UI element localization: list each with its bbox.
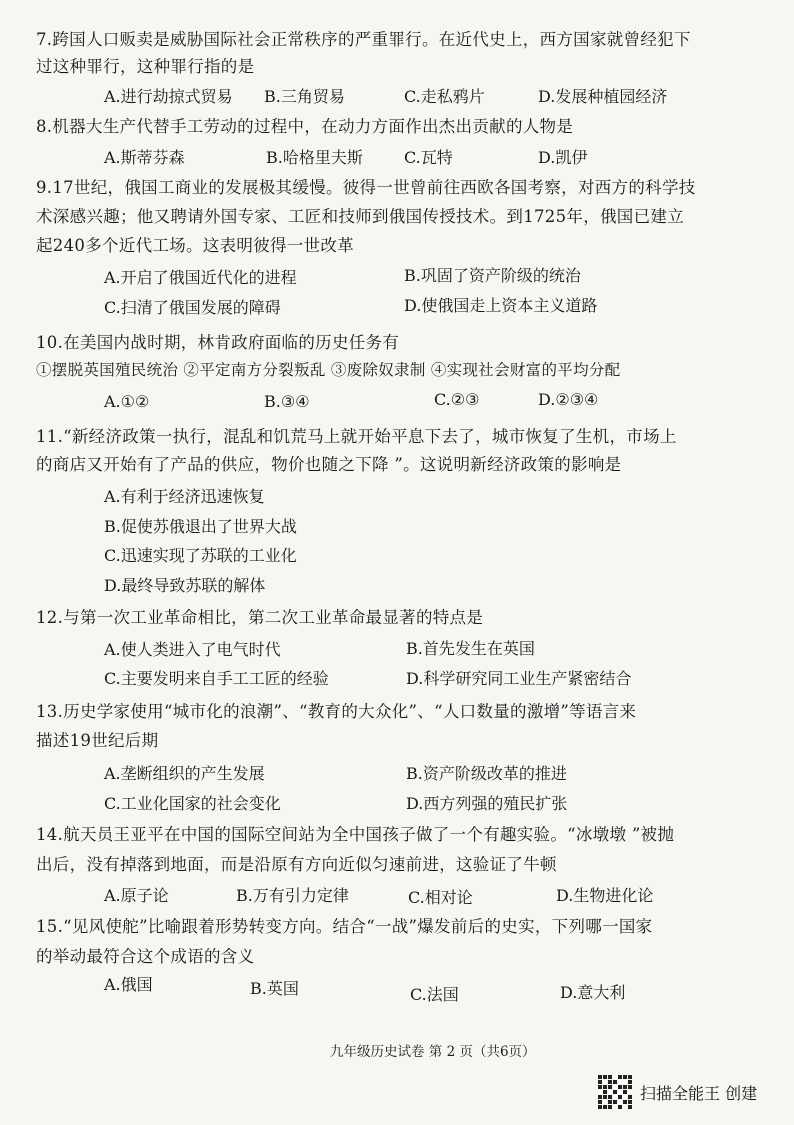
q10-stem-line-1: 10.在美国内战时期，林肯政府面临的历史任务有 — [36, 333, 400, 352]
q8-option-a: A.斯蒂芬森 — [104, 148, 185, 167]
q9-stem-line-2: 术深感兴趣；他又聘请外国专家、工匠和技师到俄国传授技术。到1725年，俄国已建立 — [36, 207, 684, 226]
q9-option-d: D.使俄国走上资本主义道路 — [404, 296, 598, 315]
q11-option-a: A.有利于经济迅速恢复 — [104, 487, 265, 506]
page-footer: 九年级历史试卷 第 2 页（共6页） — [330, 1044, 536, 1060]
q13-option-d: D.西方列强的殖民扩张 — [406, 794, 568, 813]
q14-option-c: C.相对论 — [408, 888, 473, 907]
q9-option-c: C.扫清了俄国发展的障碍 — [104, 298, 281, 317]
q9-stem-line-3: 起240多个近代工场。这表明彼得一世改革 — [36, 236, 354, 255]
q7-option-b: B.三角贸易 — [264, 87, 345, 106]
q10-stem-line-2: ①摆脱英国殖民统治 ②平定南方分裂叛乱 ③废除奴隶制 ④实现社会财富的平均分配 — [36, 361, 621, 379]
q10-option-d: D.②③④ — [538, 390, 599, 409]
q12-stem-line-1: 12.与第一次工业革命相比，第二次工业革命最显著的特点是 — [36, 608, 484, 627]
q9-option-b: B.巩固了资产阶级的统治 — [404, 266, 581, 285]
q13-option-a: A.垄断组织的产生发展 — [104, 764, 265, 783]
q11-stem-line-1: 11.“新经济政策一执行，混乱和饥荒马上就开始平息下去了，城市恢复了生机，市场上 — [36, 427, 677, 446]
q8-stem-line-1: 8.机器大生产代替手工劳动的过程中，在动力方面作出杰出贡献的人物是 — [36, 117, 574, 136]
q14-option-a: A.原子论 — [104, 886, 169, 905]
q11-stem-line-2: 的商店又开始有了产品的供应，物价也随之下降 ”。这说明新经济政策的影响是 — [36, 455, 622, 474]
q7-option-c: C.走私鸦片 — [404, 87, 485, 106]
q8-option-c: C.瓦特 — [404, 148, 453, 167]
q12-option-c: C.主要发明来自手工工匠的经验 — [104, 669, 329, 688]
q10-option-b: B.③④ — [264, 392, 310, 411]
q11-option-c: C.迅速实现了苏联的工业化 — [104, 546, 297, 565]
q11-option-d: D.最终导致苏联的解体 — [104, 576, 266, 595]
q12-option-d: D.科学研究同工业生产紧密结合 — [406, 669, 632, 688]
q7-stem-line-1: 7.跨国人口贩卖是威胁国际社会正常秩序的严重罪行。在近代史上，西方国家就曾经犯下 — [36, 30, 691, 49]
q13-stem-line-2: 描述19世纪后期 — [36, 731, 159, 750]
q14-option-b: B.万有引力定律 — [236, 886, 349, 905]
q15-option-a: A.俄国 — [104, 975, 153, 994]
q8-option-b: B.哈格里夫斯 — [266, 148, 363, 167]
q15-stem-line-1: 15.“见风使舵”比喻跟着形势转变方向。结合“一战”爆发前后的史实，下列哪一国家 — [36, 917, 653, 936]
q14-stem-line-1: 14.航天员王亚平在中国的国际空间站为全中国孩子做了一个有趣实验。“冰墩墩 ”被抛 — [36, 825, 675, 844]
q7-option-a: A.进行劫掠式贸易 — [104, 87, 233, 106]
q7-option-d: D.发展种植园经济 — [538, 87, 668, 106]
q15-option-c: C.法国 — [410, 985, 459, 1004]
q10-option-a: A.①② — [104, 392, 150, 411]
q15-option-d: D.意大利 — [560, 983, 626, 1002]
q15-option-b: B.英国 — [250, 979, 299, 998]
q8-option-d: D.凯伊 — [538, 148, 588, 167]
scanner-watermark — [598, 1075, 757, 1109]
q13-option-c: C.工业化国家的社会变化 — [104, 794, 281, 813]
q15-stem-line-2: 的举动最符合这个成语的含义 — [36, 947, 255, 966]
q7-stem-line-2: 过这种罪行，这种罪行指的是 — [36, 57, 255, 76]
q14-option-d: D.生物进化论 — [556, 886, 654, 905]
q9-stem-line-1: 9.17世纪，俄国工商业的发展极其缓慢。彼得一世曾前往西欧各国考察，对西方的科学技 — [36, 178, 696, 197]
q9-option-a: A.开启了俄国近代化的进程 — [104, 268, 297, 287]
q14-stem-line-2: 出后，没有掉落到地面，而是沿原有方向近似匀速前进，这验证了牛顿 — [36, 855, 557, 874]
qr-code-icon — [598, 1075, 632, 1109]
q13-option-b: B.资产阶级改革的推进 — [406, 764, 567, 783]
watermark-label: 扫描全能王 创建 — [640, 1083, 758, 1103]
q10-option-c: C.②③ — [434, 390, 480, 409]
q13-stem-line-1: 13.历史学家使用“城市化的浪潮”、“教育的大众化”、“人口数量的激增”等语言来 — [36, 702, 637, 721]
q12-option-a: A.使人类进入了电气时代 — [104, 640, 281, 659]
q11-option-b: B.促使苏俄退出了世界大战 — [104, 517, 297, 536]
q12-option-b: B.首先发生在英国 — [406, 639, 535, 658]
